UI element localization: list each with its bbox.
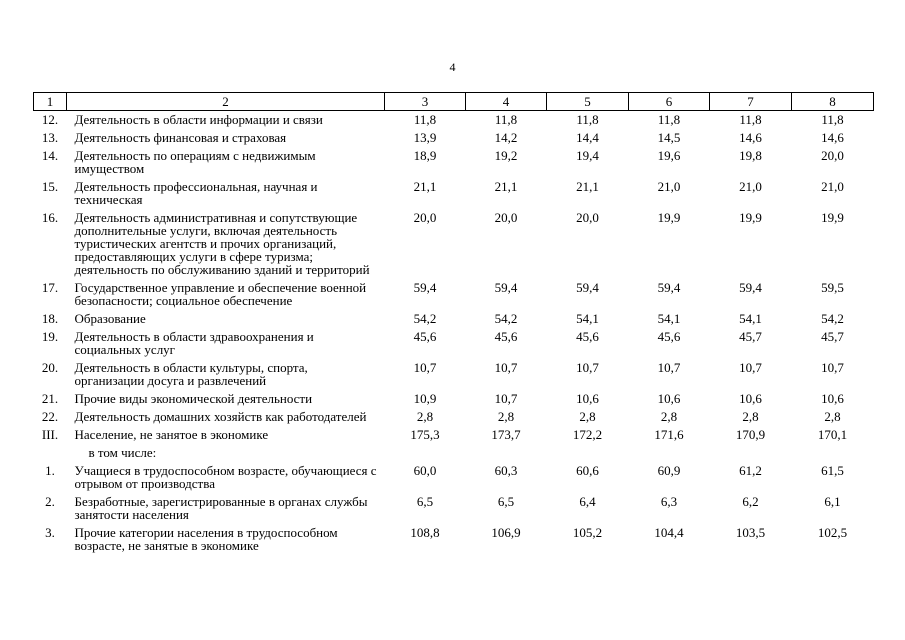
value-cell: 10,7: [821, 360, 844, 375]
value-cell: 60,6: [576, 463, 599, 478]
table-row: [34, 147, 874, 178]
value-cell: 21,1: [576, 179, 599, 194]
row-number: 2.: [45, 494, 55, 509]
value-cell: 10,7: [739, 360, 762, 375]
row-label: Деятельность в области культуры, спорта, организации досуга и развлечений: [74, 360, 308, 388]
row-label: Деятельность в области информации и связи: [74, 112, 323, 127]
row-label: Прочие виды экономической деятельности: [74, 391, 313, 406]
value-cell: 6,2: [742, 494, 759, 509]
value-cell: 2,8: [660, 409, 678, 424]
table-row: [34, 310, 874, 328]
value-cell: 10,7: [494, 360, 518, 375]
row-label: Деятельность административная и сопутствующие дополнительные услуги, включая деятельность туристических агентств и прочих организаций, предоставляющих услуги в сфере туризма; деятельность по обслуживанию зданий и территорий: [74, 210, 370, 277]
table-row: [34, 426, 874, 444]
value-cell: [629, 444, 710, 462]
row-label: Деятельность профессиональная, научная и техническая: [74, 179, 318, 207]
table-row: [34, 359, 874, 390]
value-cell: 11,8: [576, 112, 599, 127]
row-number: 3.: [45, 525, 55, 540]
value-cell: [547, 444, 629, 462]
value-cell: 14,6: [821, 130, 844, 145]
header-cell: 1: [34, 93, 67, 111]
value-cell: 54,1: [576, 311, 599, 326]
value-cell: 19,9: [657, 210, 681, 225]
value-cell: 2,8: [824, 409, 841, 424]
value-cell: 59,4: [494, 280, 518, 295]
value-cell: 10,6: [657, 391, 681, 406]
value-cell: [385, 444, 466, 462]
value-cell: 59,4: [413, 280, 437, 295]
row-number: 18.: [41, 311, 59, 326]
row-label: Деятельность в области здравоохранения и социальных услуг: [74, 329, 314, 357]
value-cell: 20,0: [576, 210, 599, 225]
value-cell: 14,6: [739, 130, 762, 145]
value-cell: 21,0: [739, 179, 762, 194]
value-cell: 54,2: [494, 311, 518, 326]
value-cell: 10,7: [494, 391, 518, 406]
value-cell: 59,4: [576, 280, 599, 295]
value-cell: 14,2: [494, 130, 518, 145]
value-cell: 21,1: [494, 179, 518, 194]
value-cell: 20,0: [413, 210, 437, 225]
value-cell: 21,0: [657, 179, 681, 194]
value-cell: 54,1: [739, 311, 762, 326]
value-cell: 60,0: [413, 463, 437, 478]
value-cell: 103,5: [735, 525, 766, 540]
value-cell: 2,8: [742, 409, 759, 424]
row-label: Деятельность домашних хозяйств как работодателей: [74, 409, 367, 424]
value-cell: 173,7: [491, 427, 521, 442]
table-row: [34, 493, 874, 524]
row-number: 17.: [41, 280, 59, 295]
row-number: 20.: [41, 360, 59, 375]
value-cell: 18,9: [413, 148, 437, 163]
value-cell: 61,5: [821, 463, 844, 478]
value-cell: 20,0: [494, 210, 518, 225]
value-cell: 11,8: [739, 112, 762, 127]
row-label: Образование: [74, 311, 146, 326]
value-cell: 14,4: [576, 130, 599, 145]
value-cell: 60,3: [494, 463, 518, 478]
value-cell: 2,8: [579, 409, 596, 424]
value-cell: 45,6: [657, 329, 681, 344]
value-cell: 11,8: [413, 112, 437, 127]
row-number: [34, 444, 67, 462]
value-cell: 54,1: [657, 311, 681, 326]
row-number: 13.: [41, 130, 59, 145]
row-label: Прочие категории населения в трудоспособном возрасте, не занятые в экономике: [74, 525, 338, 553]
value-cell: 19,2: [494, 148, 518, 163]
row-number: III.: [41, 427, 59, 442]
value-cell: 11,8: [821, 112, 844, 127]
value-cell: 11,8: [494, 112, 518, 127]
table-row: [34, 408, 874, 426]
row-label: Учащиеся в трудоспособном возрасте, обучающиеся с отрывом от производства: [74, 463, 377, 491]
value-cell: 6,4: [579, 494, 596, 509]
value-cell: 102,5: [817, 525, 848, 540]
value-cell: [466, 444, 547, 462]
value-cell: 108,8: [410, 525, 440, 540]
value-cell: 19,9: [821, 210, 844, 225]
table-row: [34, 129, 874, 147]
header-cell: 4: [466, 93, 547, 111]
header-cell: 8: [792, 93, 874, 111]
value-cell: 11,8: [657, 112, 681, 127]
table-header-row: [34, 93, 874, 111]
row-label: Деятельность финансовая и страховая: [74, 130, 287, 145]
value-cell: 6,5: [497, 494, 515, 509]
value-cell: 104,4: [654, 525, 684, 540]
value-cell: 21,0: [821, 179, 844, 194]
row-number: 15.: [41, 179, 59, 194]
value-cell: [710, 444, 792, 462]
table-row: [34, 279, 874, 310]
row-number: 14.: [41, 148, 59, 163]
table-row: [34, 209, 874, 279]
value-cell: 45,6: [576, 329, 599, 344]
header-cell: 2: [67, 93, 385, 111]
value-cell: 45,7: [821, 329, 844, 344]
row-number: 22.: [41, 409, 59, 424]
value-cell: [792, 444, 874, 462]
value-cell: 10,7: [576, 360, 599, 375]
value-cell: 170,1: [817, 427, 848, 442]
value-cell: 19,6: [657, 148, 681, 163]
value-cell: 175,3: [410, 427, 440, 442]
header-cell: 5: [547, 93, 629, 111]
header-cell: 6: [629, 93, 710, 111]
value-cell: 19,8: [739, 148, 762, 163]
row-label: в том числе:: [88, 445, 157, 460]
value-cell: 59,4: [657, 280, 681, 295]
value-cell: 10,6: [576, 391, 599, 406]
value-cell: 59,4: [739, 280, 762, 295]
value-cell: 172,2: [572, 427, 603, 442]
value-cell: 2,8: [416, 409, 434, 424]
page-number: 4: [449, 60, 456, 74]
row-label: Деятельность по операциям с недвижимым имуществом: [74, 148, 316, 176]
value-cell: 10,7: [657, 360, 681, 375]
value-cell: 10,6: [739, 391, 762, 406]
table-row: [34, 178, 874, 209]
row-label: Безработные, зарегистрированные в органах службы занятости населения: [74, 494, 368, 522]
row-label: Государственное управление и обеспечение военной безопасности; социальное обеспечение: [74, 280, 367, 308]
value-cell: 6,3: [660, 494, 678, 509]
value-cell: 10,7: [413, 360, 437, 375]
table-row: [34, 462, 874, 493]
table-row: [34, 524, 874, 555]
value-cell: 6,5: [416, 494, 434, 509]
value-cell: 170,9: [735, 427, 766, 442]
value-cell: 13,9: [413, 130, 437, 145]
value-cell: 105,2: [572, 525, 603, 540]
value-cell: 21,1: [413, 179, 437, 194]
value-cell: 45,6: [494, 329, 518, 344]
value-cell: 45,7: [739, 329, 762, 344]
row-number: 1.: [45, 463, 55, 478]
value-cell: 10,6: [821, 391, 844, 406]
value-cell: 59,5: [821, 280, 844, 295]
value-cell: 19,4: [576, 148, 599, 163]
value-cell: 14,5: [657, 130, 681, 145]
value-cell: 6,1: [824, 494, 841, 509]
table-row: [34, 444, 874, 462]
row-label: Население, не занятое в экономике: [74, 427, 269, 442]
value-cell: 10,9: [413, 391, 437, 406]
value-cell: 2,8: [497, 409, 515, 424]
table-row: [34, 390, 874, 408]
row-number: 21.: [41, 391, 59, 406]
value-cell: 20,0: [821, 148, 844, 163]
value-cell: 19,9: [739, 210, 762, 225]
value-cell: 54,2: [821, 311, 844, 326]
value-cell: 106,9: [491, 525, 521, 540]
value-cell: 54,2: [413, 311, 437, 326]
row-number: 16.: [41, 210, 59, 225]
value-cell: 45,6: [413, 329, 437, 344]
data-table: [33, 92, 874, 555]
header-cell: 7: [710, 93, 792, 111]
row-number: 19.: [41, 329, 59, 344]
row-number: 12.: [41, 112, 59, 127]
value-cell: 61,2: [739, 463, 762, 478]
table-row: [34, 111, 874, 130]
header-cell: 3: [385, 93, 466, 111]
table-row: [34, 328, 874, 359]
value-cell: 171,6: [654, 427, 684, 442]
value-cell: 60,9: [657, 463, 681, 478]
